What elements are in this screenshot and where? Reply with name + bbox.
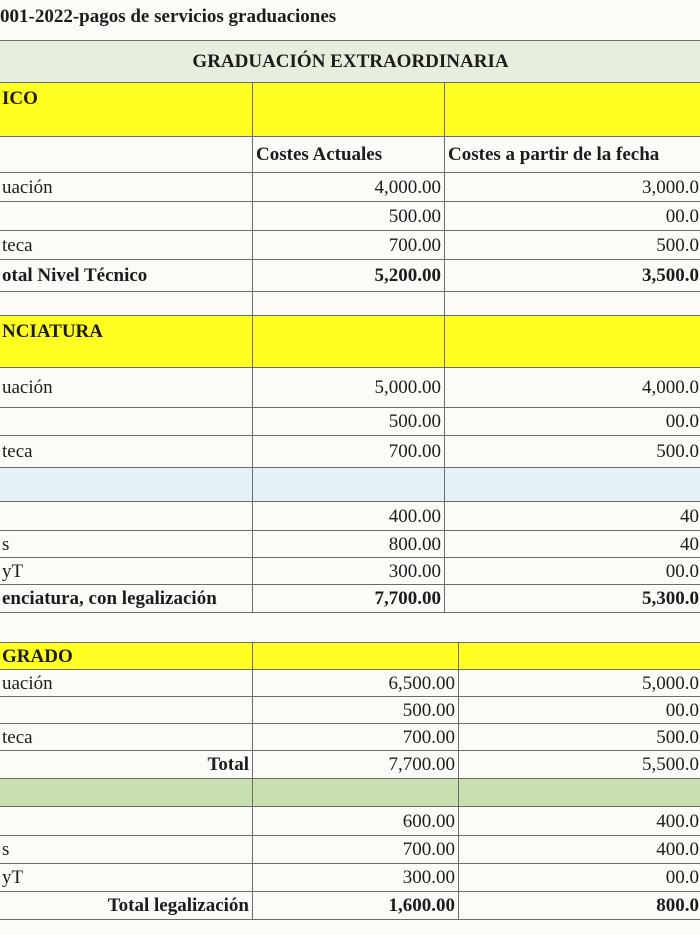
section-header-tecnico bbox=[0, 83, 700, 137]
total-row: otal Nivel Técnico 5,200.00 3,500.0 bbox=[0, 260, 700, 292]
postgrado-table bbox=[0, 642, 700, 920]
table-row: 500.00 00.0 bbox=[0, 408, 700, 436]
table-title: GRADUACIÓN EXTRAORDINARIA bbox=[0, 41, 700, 83]
table-row: uación 5,000.00 4,000.0 bbox=[0, 368, 700, 408]
total-row: enciatura, con legalización 7,700.00 5,300.0 bbox=[0, 585, 700, 613]
table-row: 500.00 00.0 bbox=[0, 202, 700, 231]
legalization-header-row bbox=[0, 779, 700, 807]
table-row: 500.00 00.0 bbox=[0, 697, 700, 724]
section-label: ICO bbox=[0, 83, 253, 137]
table-row: yT 300.00 00.0 bbox=[0, 864, 700, 892]
subtotal-row: Total 7,700.00 5,500.0 bbox=[0, 751, 700, 779]
table-row: teca 700.00 500.0 bbox=[0, 231, 700, 260]
table-row: teca 700.00 500.0 bbox=[0, 724, 700, 751]
table-row: s 700.00 400.0 bbox=[0, 836, 700, 864]
section-label: NCIATURA bbox=[0, 316, 253, 368]
col-header-new: Costes a partir de la fecha bbox=[445, 137, 700, 173]
document-header: 001-2022-pagos de servicios graduaciones bbox=[0, 6, 337, 27]
table-row: uación 4,000.00 3,000.0 bbox=[0, 173, 700, 202]
title-row bbox=[0, 41, 700, 83]
table-row: s 800.00 40 bbox=[0, 531, 700, 558]
table-row: uación 6,500.00 5,000.0 bbox=[0, 670, 700, 697]
section-header-licenciatura bbox=[0, 316, 700, 368]
table-row: yT 300.00 00.0 bbox=[0, 558, 700, 585]
table-row: 600.00 400.0 bbox=[0, 807, 700, 836]
tecnico-table bbox=[0, 40, 700, 613]
section-header-postgrado bbox=[0, 643, 700, 670]
legalization-header-row bbox=[0, 468, 700, 502]
col-header-current: Costes Actuales bbox=[253, 137, 445, 173]
table-row: 400.00 40 bbox=[0, 502, 700, 531]
table-row: teca 700.00 500.0 bbox=[0, 436, 700, 468]
section-label: GRADO bbox=[0, 643, 253, 670]
column-header-row bbox=[0, 137, 700, 173]
total-row: Total legalización 1,600.00 800.0 bbox=[0, 892, 700, 920]
